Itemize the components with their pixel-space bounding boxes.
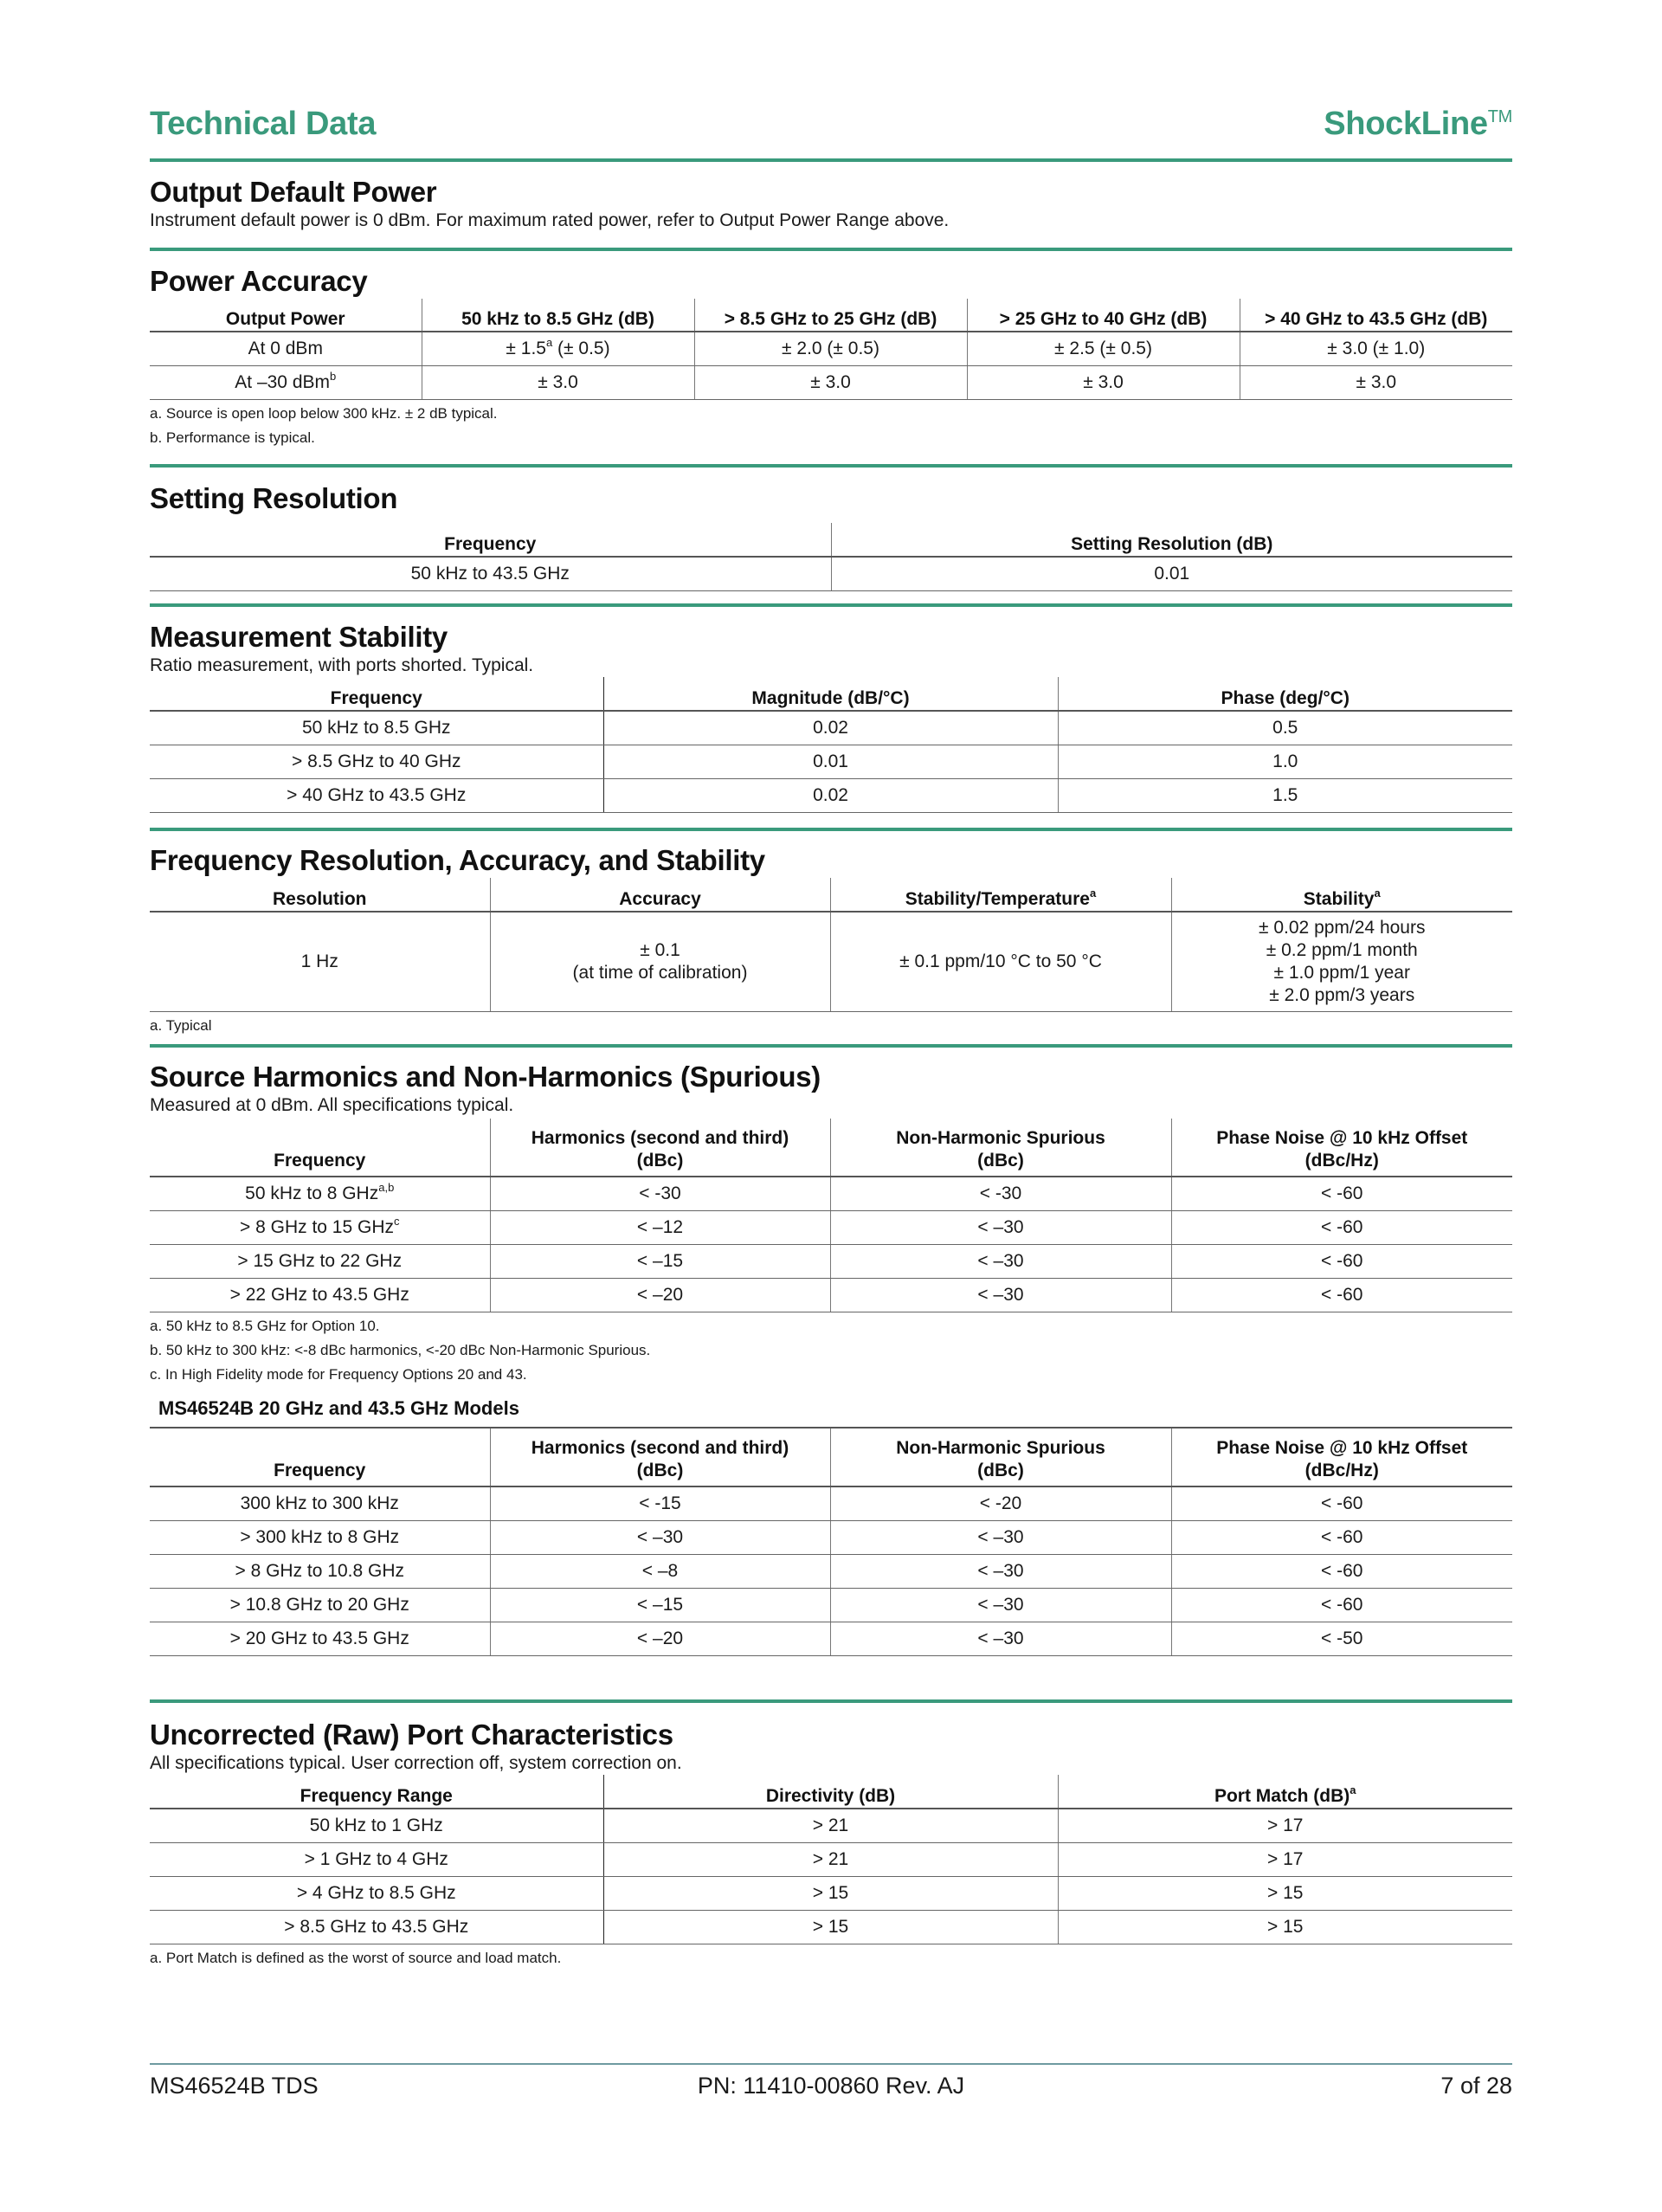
table-cell [490,912,830,1012]
table-cell: > 8.5 GHz to 43.5 GHz [150,1911,603,1944]
footnote: b. Performance is typical. [150,429,315,446]
table-cell [422,332,694,366]
column-header-line: Phase Noise @ 10 kHz Offset [1216,1438,1468,1458]
column-header-unit: (dBc/Hz) [1304,1151,1379,1170]
row-label [150,1177,490,1211]
table-cell: < –30 [830,1555,1171,1589]
table-cell: < –15 [490,1589,830,1622]
table-cell: < -60 [1171,1211,1512,1245]
table-cell: > 15 [1058,1877,1512,1911]
table-cell: ± 2.5 (± 0.5) [967,332,1240,366]
footnote-marker: a [545,336,553,349]
column-header: Directivity (dB) [603,1775,1058,1809]
table-cell: > 1 GHz to 4 GHz [150,1843,603,1877]
section-heading: Frequency Resolution, Accuracy, and Stability [150,844,765,876]
table-cell: 0.02 [603,711,1058,745]
footnote-marker: a [1350,1783,1356,1796]
stability-value: ± 2.0 ppm/3 years [1269,985,1415,1005]
table-row [150,1589,1512,1622]
table-cell: < -60 [1171,1555,1512,1589]
section-description: Instrument default power is 0 dBm. For maximum rated power, refer to Output Power Range above. [150,210,950,230]
table-cell: < –30 [830,1245,1171,1279]
footnote-marker: a,b [378,1181,395,1194]
column-header: Output Power [150,299,422,332]
table-row [150,1245,1512,1279]
column-header [1171,1428,1512,1486]
accuracy-note: (at time of calibration) [572,963,748,983]
footnote-marker: a [1089,887,1097,900]
table-cell: 50 kHz to 43.5 GHz [150,557,831,591]
table-cell: < -60 [1171,1279,1512,1312]
table-cell: < –30 [830,1279,1171,1312]
column-header-line: Harmonics (second and third) [531,1438,789,1458]
column-header-text: Port Match (dB) [1214,1786,1350,1806]
cell-value-suffix: (± 0.5) [552,339,610,358]
section-heading: Uncorrected (Raw) Port Characteristics [150,1719,673,1751]
table-cell: > 20 GHz to 43.5 GHz [150,1622,490,1656]
table-row [150,779,1512,813]
table-cell: < -60 [1171,1589,1512,1622]
footer-divider [150,2063,1512,2065]
page-title: Technical Data [150,106,377,142]
section-output-default-power [150,175,1512,232]
brand-name [1324,106,1512,143]
section-heading: Measurement Stability [150,621,448,653]
table-cell: < -15 [490,1486,830,1521]
column-header: > 25 GHz to 40 GHz (dB) [967,299,1240,332]
column-header: 50 kHz to 8.5 GHz (dB) [422,299,694,332]
column-header-line: Non-Harmonic Spurious [896,1128,1105,1148]
table-cell: 0.5 [1058,711,1512,745]
frequency-resolution-table [150,878,1512,1012]
setting-resolution-table [150,523,1512,591]
column-header: Setting Resolution (dB) [831,523,1512,557]
table-cell: > 15 [603,1911,1058,1944]
column-header-unit: (dBc) [977,1151,1024,1170]
table-row [150,366,1512,400]
footnote: a. Typical [150,1017,212,1034]
table-cell: < –30 [830,1211,1171,1245]
column-header-text: Stability/Temperature [905,889,1090,909]
table-row [150,1177,1512,1211]
table-cell: < -50 [1171,1622,1512,1656]
accuracy-value: ± 0.1 [640,940,680,960]
table-header-row [150,1775,1512,1809]
section-source-harmonics [150,1060,1512,1656]
table-cell: < -20 [830,1486,1171,1521]
column-header: Frequency [150,677,603,711]
table-cell: < -30 [490,1177,830,1211]
table-cell: > 15 [1058,1911,1512,1944]
table-cell: ± 3.0 [967,366,1240,400]
table-cell: > 8.5 GHz to 40 GHz [150,745,603,779]
table-cell: < –30 [830,1521,1171,1555]
source-harmonics-table [150,1119,1512,1312]
stability-value: ± 1.0 ppm/1 year [1273,963,1410,983]
section-heading: Source Harmonics and Non-Harmonics (Spurious) [150,1061,821,1093]
section-uncorrected-port [150,1718,1512,1970]
column-header: Resolution [150,878,490,912]
table-cell: ± 3.0 [422,366,694,400]
section-divider [150,1699,1512,1703]
table-cell: < –8 [490,1555,830,1589]
section-setting-resolution [150,481,1512,591]
table-row [150,912,1512,1012]
table-cell: > 4 GHz to 8.5 GHz [150,1877,603,1911]
column-header-line: Harmonics (second and third) [531,1128,789,1148]
section-divider [150,158,1512,162]
column-header [490,1119,830,1177]
section-description: Ratio measurement, with ports shorted. Typical. [150,655,534,675]
table-cell: > 21 [603,1809,1058,1843]
table-header-row [150,878,1512,912]
table-cell: < –20 [490,1279,830,1312]
uncorrected-port-table [150,1775,1512,1944]
table-cell [1171,912,1512,1012]
table-header-row [150,299,1512,332]
table-cell: < –30 [490,1521,830,1555]
footnote: a. Port Match is defined as the worst of source and load match. [150,1950,562,1966]
table-cell: < -30 [830,1177,1171,1211]
section-divider [150,248,1512,251]
row-label-text: 50 kHz to 8 GHz [245,1183,379,1203]
table-header-row [150,523,1512,557]
row-label [150,366,422,400]
table-row [150,332,1512,366]
table-row [150,1521,1512,1555]
page-header [150,106,1512,149]
document-id: MS46524B TDS [150,2073,319,2099]
table-cell: < -60 [1171,1521,1512,1555]
subsection-heading: MS46524B 20 GHz and 43.5 GHz Models [158,1397,519,1419]
footnote: c. In High Fidelity mode for Frequency Options 20 and 43. [150,1366,527,1383]
column-header-unit: (dBc/Hz) [1304,1461,1379,1480]
table-cell: 50 kHz to 8.5 GHz [150,711,603,745]
table-cell: 1.5 [1058,779,1512,813]
section-measurement-stability [150,620,1512,813]
section-divider [150,828,1512,831]
footnote: a. 50 kHz to 8.5 GHz for Option 10. [150,1318,380,1334]
column-header [1058,1775,1512,1809]
table-cell: 1 Hz [150,912,490,1012]
table-header-row [150,677,1512,711]
table-row [150,1622,1512,1656]
row-label: > 15 GHz to 22 GHz [150,1245,490,1279]
column-header [830,1428,1171,1486]
table-row [150,1211,1512,1245]
table-row [150,1486,1512,1521]
column-header: Frequency [150,523,831,557]
table-cell: 0.01 [603,745,1058,779]
cell-value: ± 1.5 [506,339,546,358]
section-heading: Power Accuracy [150,265,368,297]
table-cell: < -60 [1171,1486,1512,1521]
column-header-line: Phase Noise @ 10 kHz Offset [1216,1128,1468,1148]
section-frequency-resolution [150,843,1512,1038]
table-cell: < -60 [1171,1177,1512,1211]
section-description: All specifications typical. User correction off, system correction on. [150,1753,682,1773]
table-cell: > 8 GHz to 10.8 GHz [150,1555,490,1589]
column-header-unit: (dBc) [977,1461,1024,1480]
column-header [830,1119,1171,1177]
table-cell: > 10.8 GHz to 20 GHz [150,1589,490,1622]
column-header: Frequency Range [150,1775,603,1809]
table-cell: 1.0 [1058,745,1512,779]
table-row [150,1809,1512,1843]
footnotes [150,1314,1512,1387]
footnotes [150,402,1512,450]
footnote-marker: b [330,370,337,383]
table-cell: > 300 kHz to 8 GHz [150,1521,490,1555]
table-cell: 300 kHz to 300 kHz [150,1486,490,1521]
section-heading: Setting Resolution [150,482,398,514]
column-header: Frequency [150,1119,490,1177]
trademark-mark: TM [1487,107,1512,126]
table-cell: < –20 [490,1622,830,1656]
footnote-marker: c [394,1215,400,1228]
table-cell: ± 3.0 (± 1.0) [1240,332,1512,366]
table-cell: < –30 [830,1622,1171,1656]
table-cell: > 40 GHz to 43.5 GHz [150,779,603,813]
column-header: Frequency [150,1428,490,1486]
section-heading: Output Default Power [150,176,437,208]
column-header [490,1428,830,1486]
table-cell: 0.01 [831,557,1512,591]
table-row [150,1843,1512,1877]
table-cell: 50 kHz to 1 GHz [150,1809,603,1843]
row-label: > 22 GHz to 43.5 GHz [150,1279,490,1312]
footnote: b. 50 kHz to 300 kHz: <-8 dBc harmonics, <-20 dBc Non-Harmonic Spurious. [150,1342,651,1358]
column-header-text: Stability [1303,889,1375,909]
table-row [150,1911,1512,1944]
row-label [150,1211,490,1245]
column-header [1171,1119,1512,1177]
table-row [150,557,1512,591]
row-label: At 0 dBm [150,332,422,366]
table-cell: > 17 [1058,1843,1512,1877]
page-number: 7 of 28 [1440,2073,1512,2099]
column-header: Accuracy [490,878,830,912]
table-cell: 0.02 [603,779,1058,813]
table-cell: > 21 [603,1843,1058,1877]
stability-value: ± 0.2 ppm/1 month [1266,940,1418,960]
table-header-row [150,1428,1512,1486]
column-header: Phase (deg/°C) [1058,677,1512,711]
section-divider [150,464,1512,468]
table-header-row [150,1119,1512,1177]
row-label-text: > 8 GHz to 15 GHz [240,1217,394,1237]
table-row [150,1877,1512,1911]
table-cell: < –30 [830,1589,1171,1622]
table-cell: < –15 [490,1245,830,1279]
power-accuracy-table [150,299,1512,400]
column-header: Magnitude (dB/°C) [603,677,1058,711]
table-cell: ± 2.0 (± 0.5) [694,332,967,366]
stability-value: ± 0.02 ppm/24 hours [1259,918,1426,938]
column-header [1171,878,1512,912]
column-header: > 8.5 GHz to 25 GHz (dB) [694,299,967,332]
section-description: Measured at 0 dBm. All specifications typical. [150,1095,514,1115]
section-divider [150,1044,1512,1048]
table-cell: > 17 [1058,1809,1512,1843]
table-cell: < -60 [1171,1245,1512,1279]
brand-text: ShockLine [1324,106,1488,142]
column-header [830,878,1171,912]
footnote-marker: a [1374,887,1381,900]
column-header-line: Non-Harmonic Spurious [896,1438,1105,1458]
table-cell: ± 3.0 [694,366,967,400]
table-row [150,745,1512,779]
part-number: PN: 11410-00860 Rev. AJ [697,2073,965,2099]
row-label-text: At –30 dBm [235,372,330,392]
measurement-stability-table [150,677,1512,813]
column-header: > 40 GHz to 43.5 GHz (dB) [1240,299,1512,332]
models-harmonics-table [150,1427,1512,1656]
table-row [150,1279,1512,1312]
column-header-unit: (dBc) [636,1151,684,1170]
table-row [150,1555,1512,1589]
page-footer [150,2067,1512,2102]
section-power-accuracy [150,264,1512,450]
footnote: a. Source is open loop below 300 kHz. ± 2 dB typical. [150,405,498,422]
table-row [150,711,1512,745]
table-cell: ± 0.1 ppm/10 °C to 50 °C [830,912,1171,1012]
table-cell: < –12 [490,1211,830,1245]
column-header-unit: (dBc) [636,1461,684,1480]
table-cell: ± 3.0 [1240,366,1512,400]
section-divider [150,603,1512,607]
table-cell: > 15 [603,1877,1058,1911]
